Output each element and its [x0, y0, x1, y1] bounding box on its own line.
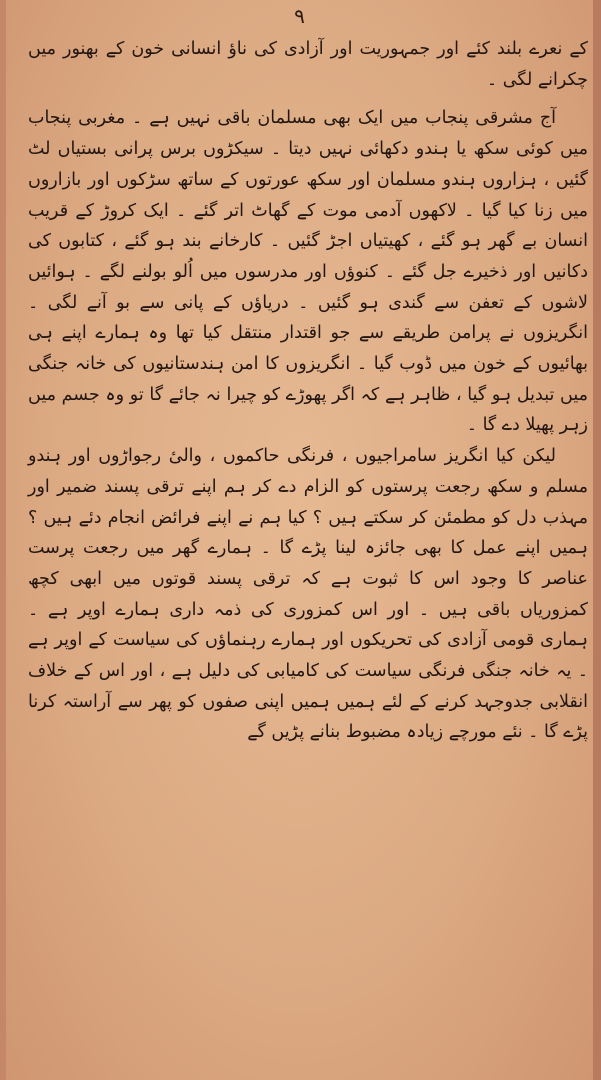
paragraph-1: کے نعرے بلند کئے اور جمہوریت اور آزادی کی ناؤ انسانی خون کے بھنور میں چکرانے لگی ۔	[28, 39, 588, 90]
paragraph-2: آج مشرقی پنجاب میں ایک بھی مسلمان باقی نہیں ہے ۔ مغربی پنجاب میں کوئی سکھ یا ہندو دکھائی نہیں دیتا ۔ سیکڑوں برس پرانی بستیاں لٹ گئیں ، ہزاروں ہندو مسلمان اور سکھ عورتوں کے ساتھ سڑکوں اور بازاروں میں زنا کیا گیا ۔ لاکھوں آدمی موت کے گھاٹ اتر گئے ۔ ایک کروڑ کے قریب انسان بے گھر ہو گئے ، کھیتیاں اجڑ گئیں ۔ کارخانے بند ہو گئے ، کتابوں کی دکانیں اور ذخیرے جل گئے ۔ کنوؤں اور مدرسوں میں اُلو بولنے لگے ۔ ہوائیں لاشوں کے تعفن سے گندی ہو گئیں ۔ دریاؤں کے پانی سے بو آنے لگی ۔ انگریزوں نے پرامن طریقے سے جو اقتدار منتقل کیا تھا وہ ہمارے اپنے ہی بھائیوں کے خون میں ڈوب گیا ۔ انگریزوں کا امن ہندستانیوں کی خانہ جنگی میں تبدیل ہو گیا ، ظاہر ہے کہ اگر پھوڑے کو چیرا نہ جائے گا تو وہ جسم میں زہر پھیلا دے گا ۔	[28, 108, 588, 436]
page-number: ۹	[294, 4, 305, 28]
paragraph-3: لیکن کیا انگریز سامراجیوں ، فرنگی حاکموں ، والیٔ رجواڑوں اور ہندو مسلم و سکھ رجعت پرستوں کو الزام دے کر ہم اپنے ترقی پسند ضمیر اور مہذب دل کو مطمئن کر سکتے ہیں ؟ کیا ہم نے اپنے فرائض انجام دئے ہیں ؟ ہمیں اپنے عمل کا بھی جائزہ لینا پڑے گا ۔ ہمارے گھر میں رجعت پرست عناصر کا وجود اس کا ثبوت ہے کہ ترقی پسند قوتوں میں ابھی کچھ کمزوریاں باقی ہیں ۔ اور اس کمزوری کی ذمہ داری ہمارے اوپر ہے ۔ ہماری قومی آزادی کی تحریکوں اور ہمارے رہنماؤں کی سیاست کے اوپر ہے ۔ یہ خانہ جنگی فرنگی سیاست کی کامیابی کی دلیل ہے ، اور اس کے خلاف انقلابی جدوجہد کرنے کے لئے ہمیں ہمیں اپنی صفوں کو پھر سے آراستہ کرنا پڑے گا ۔ نئے مورچے زیادہ مضبوط بنانے پڑیں گے	[28, 446, 588, 743]
page-body	[28, 34, 588, 748]
